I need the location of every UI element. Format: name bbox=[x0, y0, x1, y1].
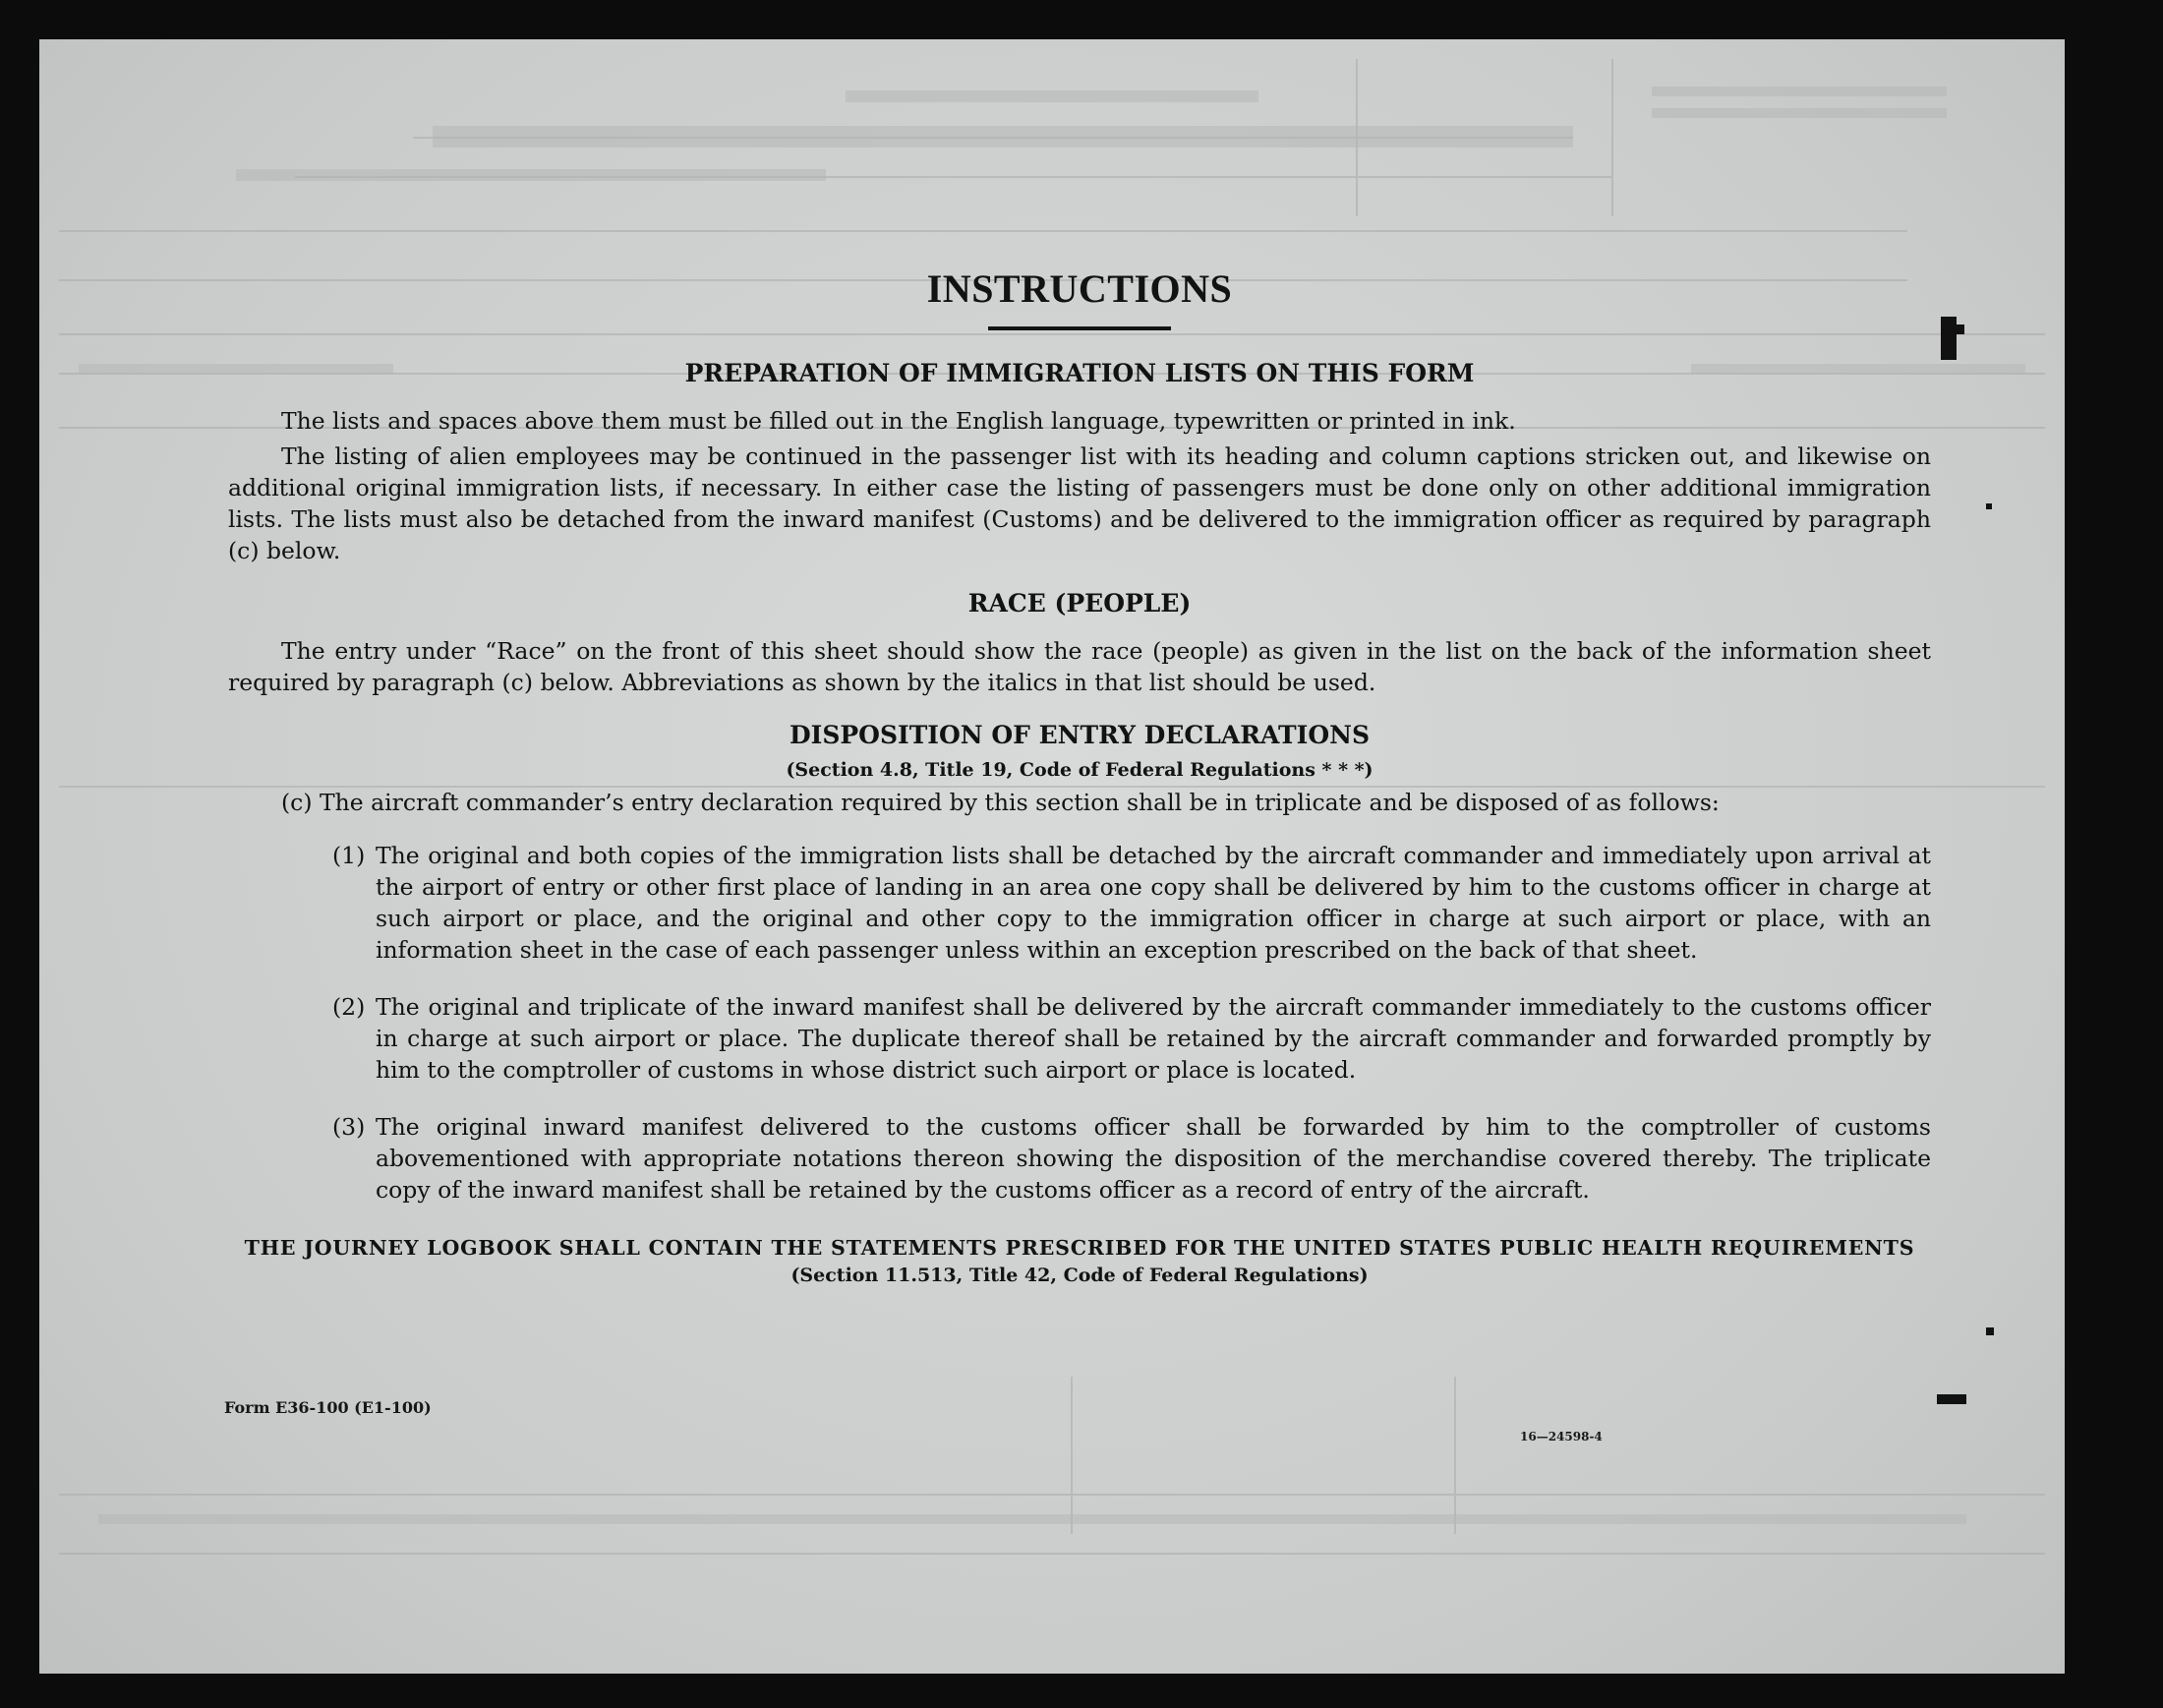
heading-race: RACE (PEOPLE) bbox=[967, 589, 1192, 618]
scan-mark bbox=[1986, 1327, 1994, 1335]
instructions-content bbox=[228, 265, 1931, 1288]
form-number: Form E36-100 (E1-100) bbox=[224, 1398, 432, 1417]
clause-c: (c) The aircraft commander’s entry declaration required by this section shall be in triplicate and be disposed of as follows: bbox=[281, 789, 1720, 816]
paragraph-race: The entry under “Race” on the front of this sheet should show the race (people) as given in the list on the back of the information sheet required by paragraph (c) below. Abbreviations as shown by the italics in that list should be used. bbox=[228, 637, 1931, 696]
paragraph-language: The lists and spaces above them must be filled out in the English language, typewritten or printed in ink. bbox=[281, 407, 1516, 435]
print-code: 16—24598-4 bbox=[1520, 1430, 1603, 1443]
item-text: The original and both copies of the immigration lists shall be detached by the aircraft commander and immediately upon arrival at the airport of entry or other first place of landing in an area one copy shall be delivered by him to the customs officer in charge at such airport or place, and the original and other copy to the immigration officer in charge at such airport or place, with an information sheet in the case of each passenger unless within an exception prescribed on the back of that sheet. bbox=[376, 842, 1931, 964]
scan-mark bbox=[1986, 503, 1992, 509]
item-text: The original inward manifest delivered to the customs officer shall be forwarded by him to the comptroller of customs abovementioned with appropriate notations thereon showing the disposition of the merchandise covered thereby. The triplicate copy of the inward manifest shall be retained by the customs officer as a record of entry of the aircraft. bbox=[376, 1113, 1931, 1204]
item-number: (3) bbox=[332, 1113, 366, 1141]
citation-title-19: (Section 4.8, Title 19, Code of Federal Regulations * * *) bbox=[786, 759, 1374, 781]
item-number: (2) bbox=[332, 993, 366, 1021]
scan-mark bbox=[1941, 324, 1964, 334]
paragraph-alien-employees: The listing of alien employees may be continued in the passenger list with its heading and column captions stricken out, and likewise on additional original immigration lists, if necessary. In either case the listing of passengers must be done only on other additional immigration lists. The lists must also be detached from the inward manifest (Customs) and be delivered to the immigration officer as required by paragraph (c) below. bbox=[228, 442, 1931, 564]
list-item bbox=[332, 840, 1931, 966]
heading-disposition: DISPOSITION OF ENTRY DECLARATIONS bbox=[789, 721, 1371, 749]
heading-preparation: PREPARATION OF IMMIGRATION LISTS ON THIS FORM bbox=[684, 359, 1475, 387]
scan-mark bbox=[1941, 317, 1957, 360]
item-number: (1) bbox=[332, 842, 366, 869]
scanned-document-page bbox=[39, 39, 2065, 1674]
scan-mark bbox=[1937, 1394, 1966, 1404]
list-item bbox=[332, 991, 1931, 1086]
title-underline bbox=[988, 326, 1171, 330]
list-item bbox=[332, 1111, 1931, 1206]
public-health-statement: THE JOURNEY LOGBOOK SHALL CONTAIN THE STATEMENTS PRESCRIBED FOR THE UNITED STATES PUBLIC HEALTH REQUIREMENTS bbox=[244, 1236, 1915, 1260]
item-text: The original and triplicate of the inward manifest shall be delivered by the aircraft commander immediately to the customs officer in charge at such airport or place. The duplicate thereof shall be retained by the aircraft commander and forwarded promptly by him to the comptroller of customs in whose district such airport or place is located. bbox=[376, 993, 1931, 1084]
citation-title-42: (Section 11.513, Title 42, Code of Federal Regulations) bbox=[790, 1265, 1369, 1286]
page-title: INSTRUCTIONS bbox=[926, 266, 1233, 311]
